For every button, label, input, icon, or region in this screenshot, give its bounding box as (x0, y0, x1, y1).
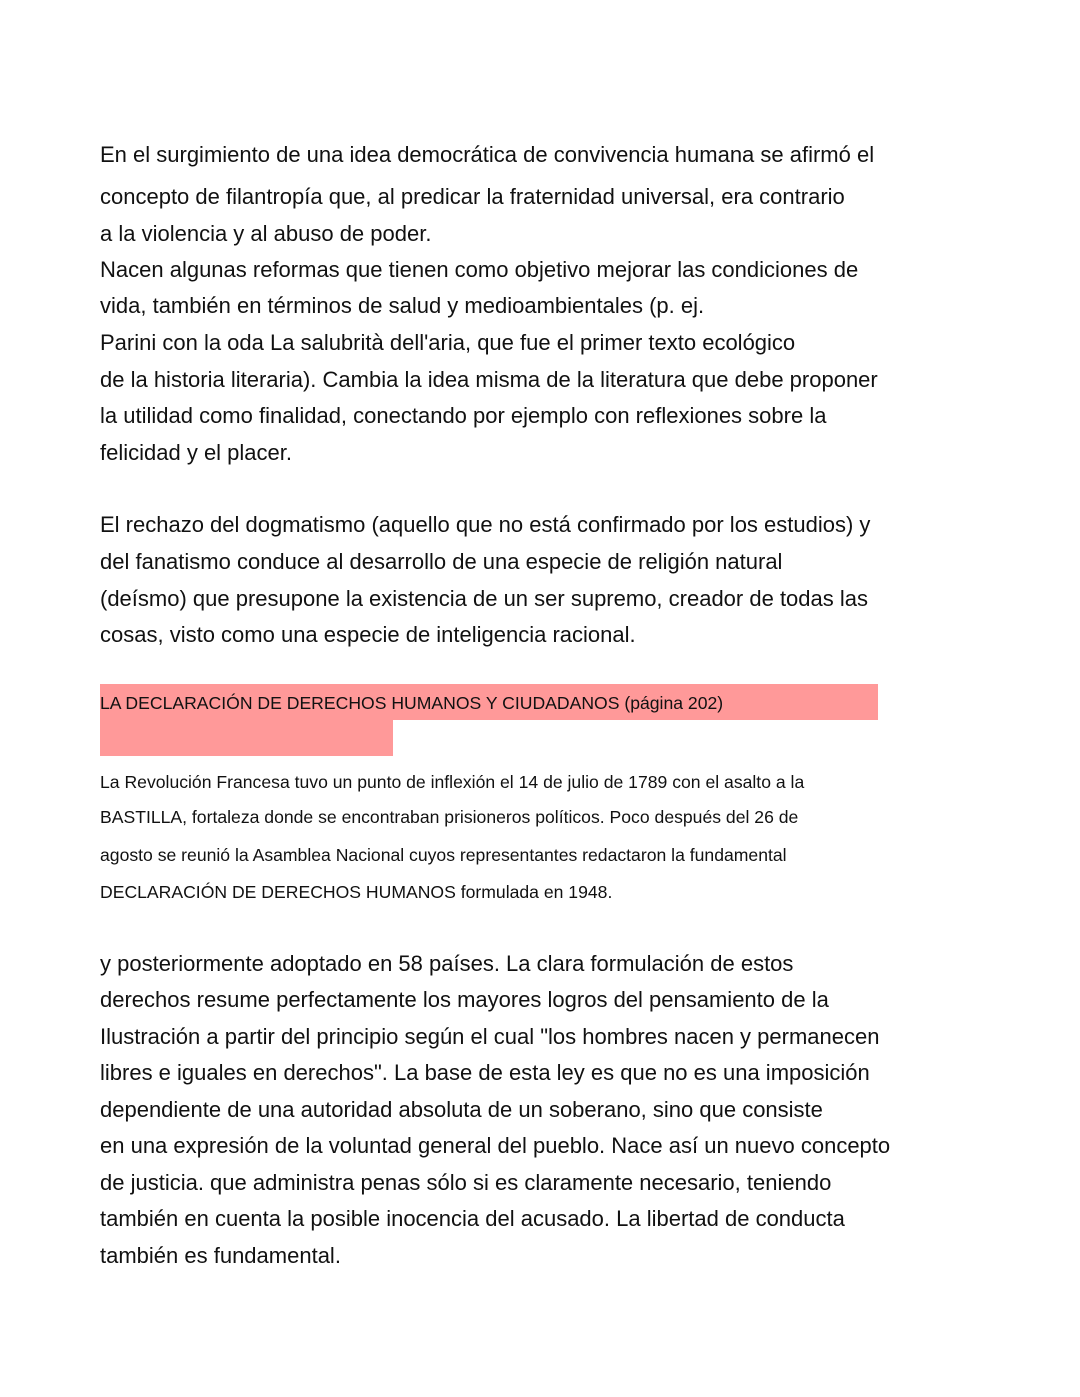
text-line: en una expresión de la voluntad general del pueblo. Nace así un nuevo concepto (100, 1133, 891, 1158)
text-line: también es fundamental. (100, 1243, 341, 1268)
text-line: de justicia. que administra penas sólo si es claramente necesario, teniendo (100, 1170, 832, 1195)
text-line: la utilidad como finalidad, conectando por ejemplo con reflexiones sobre la (100, 403, 827, 428)
text-line: vida, también en términos de salud y medioambientales (p. ej. (100, 293, 705, 318)
text-line: BASTILLA, fortaleza donde se encontraban prisioneros políticos. Poco después del 26 de (100, 807, 799, 827)
text-line: cosas, visto como una especie de inteligencia racional. (100, 622, 636, 647)
text-line: DECLARACIÓN DE DERECHOS HUMANOS formulada en 1948. (100, 882, 613, 902)
text-line: Ilustración a partir del principio según el cual "los hombres nacen y permanecen (100, 1024, 880, 1049)
text-line: libres e iguales en derechos". La base de esta ley es que no es una imposición (100, 1060, 870, 1085)
text-line: dependiente de una autoridad absoluta de un soberano, sino que consiste (100, 1097, 823, 1122)
text-line: (deísmo) que presupone la existencia de un ser supremo, creador de todas las (100, 586, 868, 611)
text-line: En el surgimiento de una idea democrática de convivencia humana se afirmó el (100, 142, 875, 167)
text-line: y posteriormente adoptado en 58 países. La clara formulación de estos (100, 951, 794, 976)
text-line: de la historia literaria). Cambia la idea misma de la literatura que debe proponer (100, 367, 878, 392)
text-line: concepto de filantropía que, al predicar la fraternidad universal, era contrario (100, 184, 845, 209)
text-line: Parini con la oda La salubrità dell'aria, que fue el primer texto ecológico (100, 330, 796, 355)
text-line: del fanatismo conduce al desarrollo de una especie de religión natural (100, 549, 783, 574)
text-line: La Revolución Francesa tuvo un punto de inflexión el 14 de julio de 1789 con el asalto a la (100, 772, 805, 792)
text-line: Nacen algunas reformas que tienen como objetivo mejorar las condiciones de (100, 257, 859, 282)
text-line: derechos resume perfectamente los mayores logros del pensamiento de la (100, 987, 829, 1012)
text-line: a la violencia y al abuso de poder. (100, 221, 432, 246)
text-line: El rechazo del dogmatismo (aquello que no está confirmado por los estudios) y (100, 512, 871, 537)
heading-highlight-tail (100, 720, 393, 756)
text-line: también en cuenta la posible inocencia del acusado. La libertad de conducta (100, 1206, 845, 1231)
text-line: felicidad y el placer. (100, 440, 292, 465)
text-line: agosto se reunió la Asamblea Nacional cuyos representantes redactaron la fundamental (100, 845, 787, 865)
section-heading: LA DECLARACIÓN DE DERECHOS HUMANOS Y CIUDADANOS (página 202) (100, 693, 724, 713)
